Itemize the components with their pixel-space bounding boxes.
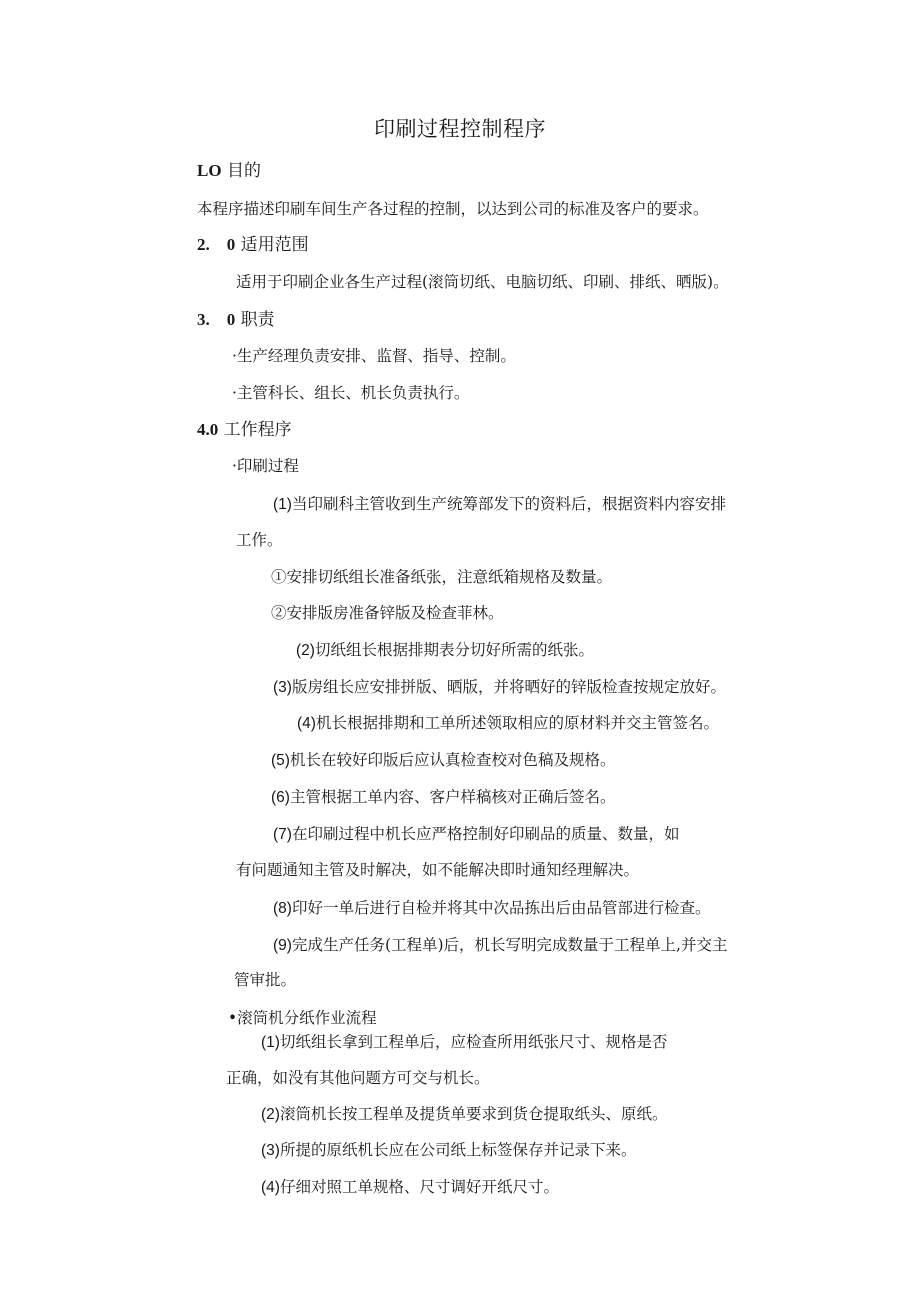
section-2-label: 适用范围 [240, 235, 309, 255]
printing-substep-1: ①安排切纸组长准备纸张，注意纸箱规格及数量。 [271, 568, 613, 586]
step-number: (1) [261, 1034, 280, 1051]
section-3-label: 职责 [240, 310, 275, 330]
step-number: (2) [261, 1106, 280, 1123]
step-text: 版房组长应安排拼版、晒版，并将晒好的锌版检查按规定放好。 [291, 678, 726, 696]
section-3-item: ·主管科长、组长、机长负责执行。 [232, 384, 470, 402]
step-text: 机长在较好印版后应认真检查校对色稿及规格。 [289, 751, 616, 769]
roller-step-4 [261, 1177, 559, 1198]
section-3-heading [197, 309, 275, 331]
printing-step-6 [271, 787, 615, 808]
printing-step-7-continuation: 有问题通知主管及时解决，如不能解决即时通知经理解决。 [236, 861, 640, 879]
roller-step-1-continuation: 正确，如没有其他问题方可交与机长。 [226, 1069, 490, 1087]
step-text: 仔细对照工单规格、尺寸调好开纸尺寸。 [279, 1178, 559, 1196]
step-number: (4) [297, 715, 316, 732]
step-text: 机长根据排期和工单所述领取相应的原材料并交主管签名。 [315, 714, 719, 732]
step-number: (3) [273, 679, 292, 696]
section-1-body: 本程序描述印刷车间生产各过程的控制，以达到公司的标准及客户的要求。 [197, 200, 709, 218]
roller-step-3 [261, 1140, 636, 1161]
section-2-body: 适用于印刷企业各生产过程(滚筒切纸、电脑切纸、印刷、排纸、晒版)。 [236, 273, 729, 291]
printing-step-3 [273, 677, 726, 698]
step-text: 所提的原纸机长应在公司纸上标签保存并记录下来。 [279, 1141, 637, 1159]
section-4-label: 工作程序 [223, 420, 292, 440]
section-3-item: ·生产经理负责安排、监督、指导、控制。 [232, 347, 516, 365]
page-title: 印刷过程控制程序 [374, 117, 546, 141]
step-text: 印好一单后进行自检并将其中次品拣出后由品管部进行检查。 [291, 899, 711, 917]
step-number: (7) [273, 826, 292, 843]
printing-step-2 [296, 640, 594, 661]
step-text: 切纸组长根据排期表分切好所需的纸张。 [314, 641, 594, 659]
printing-step-9 [273, 935, 727, 956]
step-number: (2) [296, 642, 315, 659]
step-number: (5) [271, 752, 290, 769]
step-text: 在印刷过程中机长应严格控制好印刷品的质量、数量，如 [291, 825, 680, 843]
printing-step-9-continuation: 管审批。 [234, 971, 297, 989]
step-text: 当印刷科主管收到生产统筹部发下的资料后，根据资料内容安排 [291, 495, 726, 513]
printing-substep-2: ②安排版房准备锌版及检查菲林。 [271, 604, 504, 622]
section-1-number: LO [197, 161, 222, 180]
printing-step-1-continuation: 工作。 [236, 531, 283, 549]
section-2-number: 2. 0 [197, 235, 236, 254]
roller-process-heading: •滚筒机分纸作业流程 [228, 1009, 377, 1027]
step-text: 滚筒机长按工程单及提货单要求到货仓提取纸头、原纸。 [279, 1105, 668, 1123]
printing-step-4 [297, 713, 719, 734]
section-1-heading [197, 160, 261, 182]
step-text: 切纸组长拿到工程单后，应检查所用纸张尺寸、规格是否 [279, 1033, 668, 1051]
roller-step-1 [261, 1032, 667, 1053]
printing-step-8 [273, 898, 710, 919]
section-4-heading [197, 419, 292, 441]
step-number: (9) [273, 937, 292, 954]
section-2-heading [197, 234, 309, 256]
step-text: 完成生产任务(工程单)后，机长写明完成数量于工程单上,并交主 [291, 936, 728, 954]
printing-step-5 [271, 750, 615, 771]
step-number: (4) [261, 1179, 280, 1196]
roller-step-2 [261, 1104, 667, 1125]
step-number: (6) [271, 789, 290, 806]
section-4-number: 4.0 [197, 420, 219, 439]
section-3-number: 3. 0 [197, 310, 236, 329]
step-text: 主管根据工单内容、客户样稿核对正确后签名。 [289, 788, 616, 806]
step-number: (1) [273, 496, 292, 513]
printing-step-7 [273, 824, 679, 845]
printing-process-heading: ·印刷过程 [232, 457, 299, 475]
printing-step-1 [273, 494, 726, 515]
section-1-label: 目的 [226, 161, 261, 181]
step-number: (8) [273, 900, 292, 917]
step-number: (3) [261, 1142, 280, 1159]
